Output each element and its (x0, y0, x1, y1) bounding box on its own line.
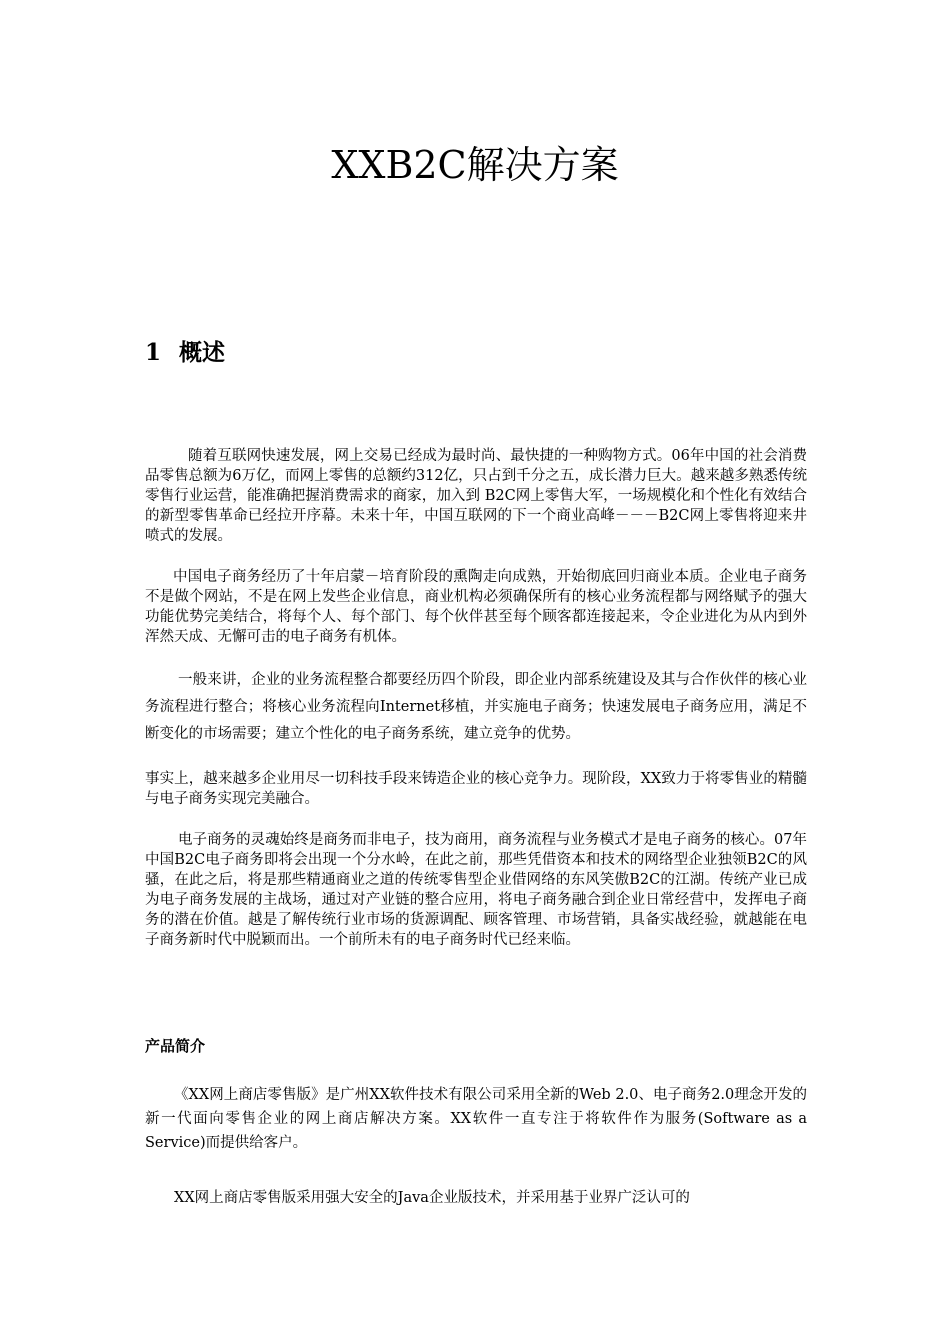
document-title: XXB2C解决方案 (331, 143, 619, 187)
paragraph-core-competence: 事实上，越来越多企业用尽一切科技手段来铸造企业的核心竞争力。现阶段，XX致力于将零售业的精髓与电子商务实现完美融合。 (145, 771, 807, 807)
paragraph-ecommerce-history: 中国电子商务经历了十年启蒙－培育阶段的熏陶走向成熟，开始彻底回归商业本质。企业电子商务不是做个网站，不是在网上发些企业信息，商业机构必须确保所有的核心业务流程都与网络赋予的强大功能优势完美结合，将每个人、每个部门、每个伙伴甚至每个顾客都连接起来，令企业进化为从内到外浑然天成、无懈可击的电子商务有机体。 (145, 569, 807, 645)
section-heading-text: 概述 (179, 339, 225, 366)
paragraph-ecommerce-soul: 电子商务的灵魂始终是商务而非电子，技为商用，商务流程与业务模式才是电子商务的核心。07年中国B2C电子商务即将会出现一个分水岭，在此之前，那些凭借资本和技术的网络型企业独领B2C的风骚，在此之后，将是那些精通商业之道的传统零售型企业借网络的东风笑傲B2C的江湖。传统产业已成为电子商务发展的主战场，通过对产业链的整合应用，将电子商务融合到企业日常经营中，发挥电子商务的潜在价值。越是了解传统行业市场的货源调配、顾客管理、市场营销，具备实战经验，就越能在电子商务新时代中脱颖而出。一个前所未有的电子商务时代已经来临。 (145, 832, 807, 948)
section-heading-overview (145, 337, 225, 369)
section-number: 1 (145, 339, 162, 366)
paragraph-intro: 随着互联网快速发展，网上交易已经成为最时尚、最快捷的一种购物方式。06年中国的社会消费品零售总额为6万亿，而网上零售的总额约312亿，只占到千分之五，成长潜力巨大。越来越多熟悉传统零售行业运营，能准确把握消费需求的商家，加入到 B2C网上零售大军，一场规模化和个性化有效结合的新型零售革命已经拉开序幕。未来十年，中国互联网的下一个商业高峰－－－B2C网上零售将迎来井喷式的发展。 (145, 448, 807, 544)
paragraph-business-process: 一般来讲，企业的业务流程整合都要经历四个阶段，即企业内部系统建设及其与合作伙伴的核心业务流程进行整合；将核心业务流程向Internet移植，并实施电子商务；快速发展电子商务应用，满足不断变化的市场需要；建立个性化的电子商务系统，建立竞争的优势。 (145, 672, 807, 742)
paragraph-product-description: 《XX网上商店零售版》是广州XX软件技术有限公司采用全新的Web 2.0、电子商务2.0理念开发的新一代面向零售企业的网上商店解决方案。XX软件一直专注于将软件作为服务(Software as a Service)而提供给客户。 (145, 1087, 807, 1151)
paragraph-product-technology: XX网上商店零售版采用强大安全的Java企业版技术，并采用基于业界广泛认可的 (174, 1190, 690, 1206)
section-heading-product-intro: 产品简介 (145, 1037, 206, 1055)
